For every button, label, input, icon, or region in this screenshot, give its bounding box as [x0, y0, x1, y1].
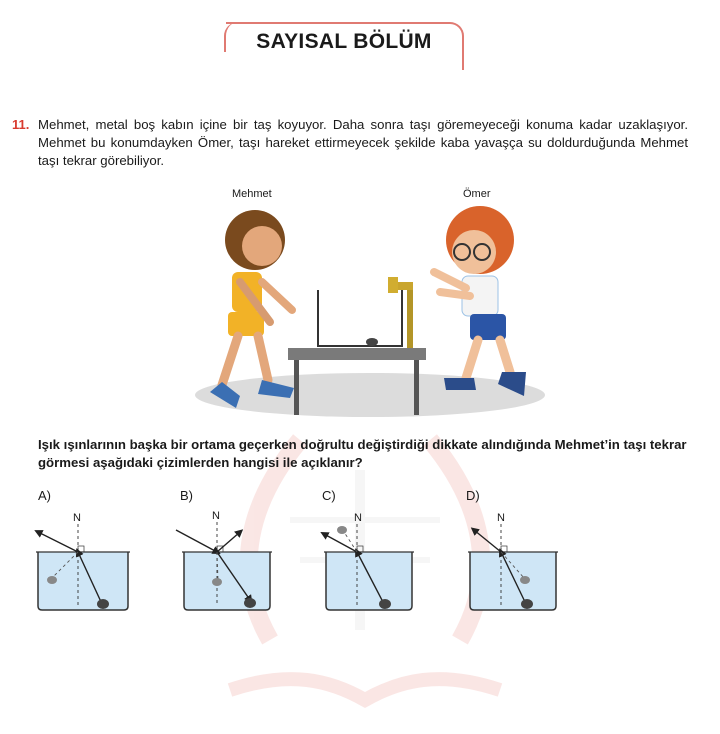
question-text: Mehmet, metal boş kabın içine bir taş koyuyor. Daha sonra taşı göremeyeceği konuma kadar uzaklaşıyor. Mehmet bu konumdayken Ömer, taşı hareket ettirmeyecek şekilde kaba yavaşça su doldurduğunda Mehmet taşı tekrar görebiliyor. — [38, 117, 688, 168]
option-d-normal-label: N — [497, 512, 505, 524]
option-b-label[interactable]: B) — [180, 488, 193, 503]
question-number: 11. — [12, 117, 30, 132]
option-c-label[interactable]: C) — [322, 488, 336, 503]
label-omer: Ömer — [463, 188, 491, 200]
option-a-label[interactable]: A) — [38, 488, 51, 503]
label-mehmet: Mehmet — [232, 188, 272, 200]
option-a-normal-label: N — [73, 512, 81, 524]
option-a-diagram[interactable] — [36, 524, 130, 610]
option-b-diagram[interactable] — [176, 522, 272, 610]
option-c-normal-label: N — [354, 512, 362, 524]
option-c-diagram[interactable] — [324, 524, 414, 610]
page-title: SAYISAL BÖLÜM — [256, 30, 432, 53]
option-d-label[interactable]: D) — [466, 488, 480, 503]
sub-question: Işık ışınlarının başka bir ortama geçerken doğrultu değiştirdiği dikkate alındığında Mehmet’in taşı tekrar görmesi aşağıdaki çizimlerden hangisi ile açıklanır? — [38, 437, 687, 470]
option-b-normal-label: N — [212, 510, 220, 522]
option-d-diagram[interactable] — [468, 524, 558, 610]
